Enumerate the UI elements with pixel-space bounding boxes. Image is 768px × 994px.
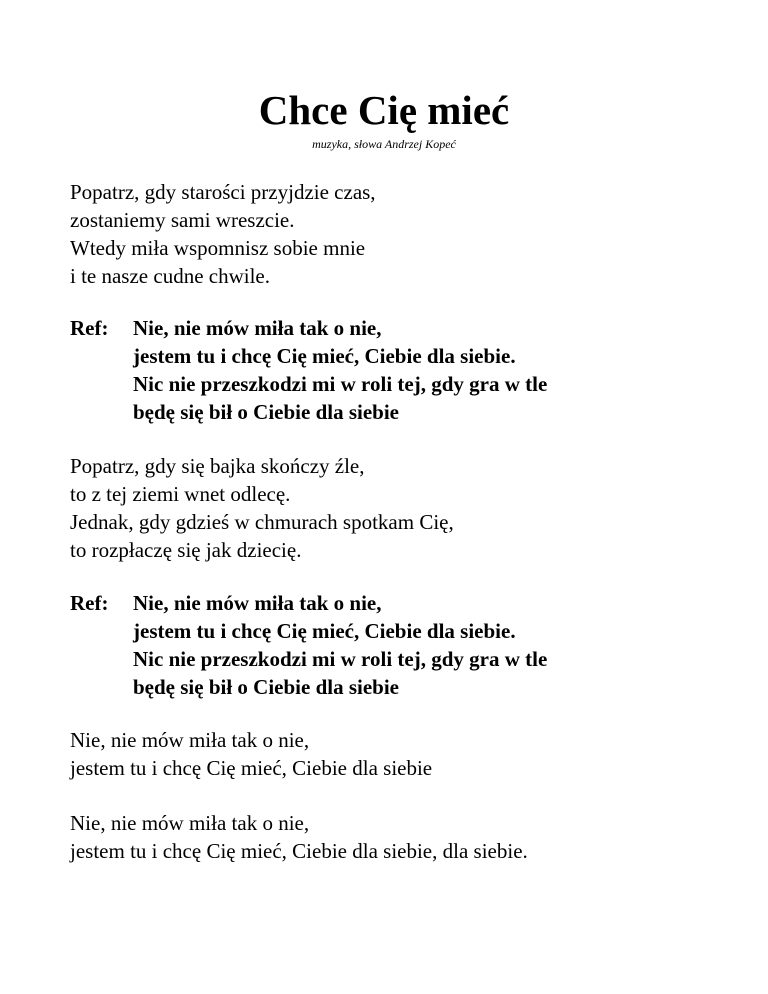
refrain-line: Nic nie przeszkodzi mi w roli tej, gdy gra w tle: [133, 372, 548, 396]
verse-line: zostaniemy sami wreszcie.: [70, 208, 295, 232]
refrain-line: Nie, nie mów miła tak o nie,: [133, 591, 382, 615]
outro-line: jestem tu i chcę Cię mieć, Ciebie dla siebie, dla siebie.: [70, 839, 528, 863]
refrain-label: Ref:: [70, 591, 109, 615]
verse-line: Wtedy miła wspomnisz sobie mnie: [70, 236, 366, 260]
verse-2: [70, 452, 454, 564]
verse-line: Popatrz, gdy starości przyjdzie czas,: [70, 180, 376, 204]
verse-line: to rozpłaczę się jak dziecię.: [70, 538, 302, 562]
refrain-lines: [133, 314, 547, 426]
refrain-line: będę się bił o Ciebie dla siebie: [133, 400, 400, 424]
verse-line: i te nasze cudne chwile.: [70, 264, 270, 288]
refrain-label: Ref:: [70, 316, 109, 340]
refrain-line: jestem tu i chcę Cię mieć, Ciebie dla siebie.: [133, 619, 516, 643]
verse-line: to z tej ziemi wnet odlecę.: [70, 482, 291, 506]
song-title: Chce Cię mieć: [258, 87, 510, 133]
outro-line: jestem tu i chcę Cię mieć, Ciebie dla siebie: [70, 756, 433, 780]
refrain-line: jestem tu i chcę Cię mieć, Ciebie dla siebie.: [133, 344, 516, 368]
refrain-line: Nie, nie mów miła tak o nie,: [133, 316, 382, 340]
outro-2: [70, 809, 528, 865]
refrain-line: będę się bił o Ciebie dla siebie: [133, 675, 400, 699]
song-credits: muzyka, słowa Andrzej Kopeć: [312, 137, 456, 151]
refrain-lines: [133, 589, 547, 701]
outro-1: [70, 726, 432, 782]
outro-line: Nie, nie mów miła tak o nie,: [70, 811, 310, 835]
refrain-line: Nic nie przeszkodzi mi w roli tej, gdy gra w tle: [133, 647, 548, 671]
verse-line: Jednak, gdy gdzieś w chmurach spotkam Cię,: [70, 510, 454, 534]
outro-line: Nie, nie mów miła tak o nie,: [70, 728, 310, 752]
verse-1: [70, 178, 376, 290]
verse-line: Popatrz, gdy się bajka skończy źle,: [70, 454, 365, 478]
